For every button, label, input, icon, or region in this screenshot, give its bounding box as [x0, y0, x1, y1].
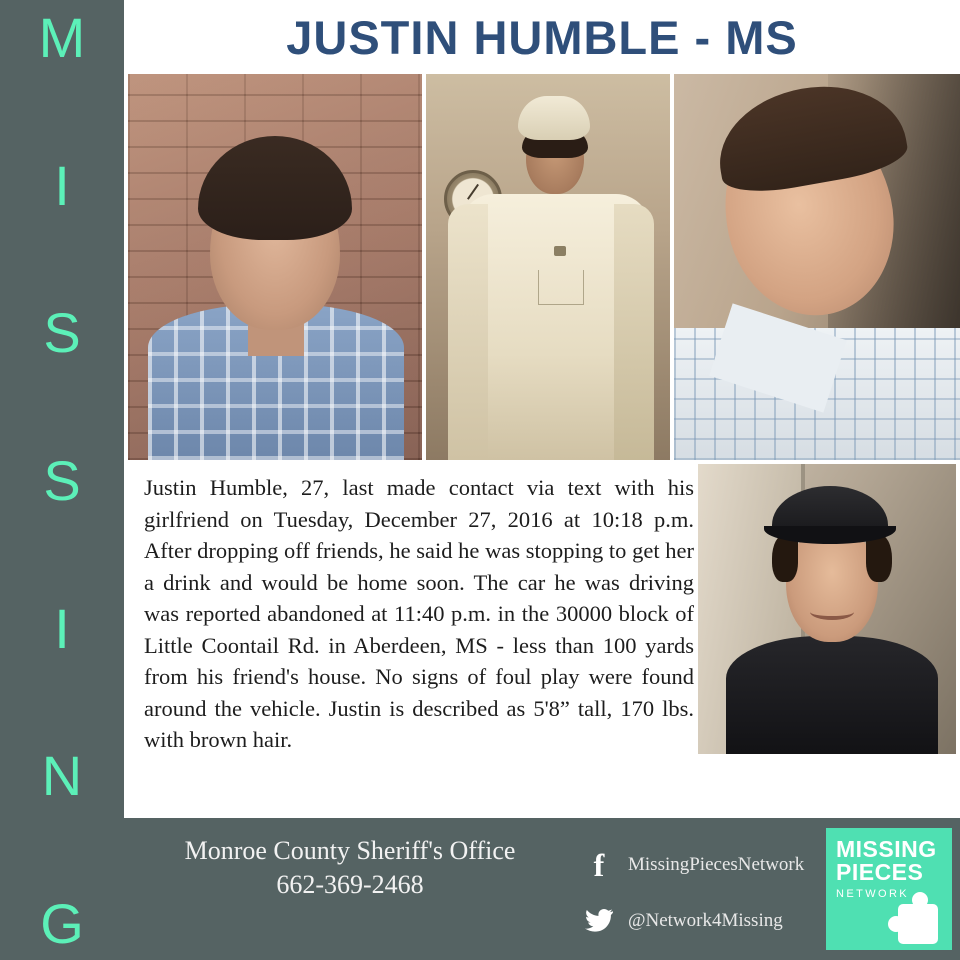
poster-footer — [124, 818, 960, 960]
agency-name: Monroe County Sheriff's Office — [184, 836, 516, 865]
missing-letter-i-2: I — [54, 596, 70, 660]
shirt-pocket — [538, 270, 584, 305]
puzzle-piece-icon — [888, 890, 946, 948]
page-title: JUSTIN HUMBLE - MS — [286, 10, 798, 64]
agency-phone: 662-369-2468 — [276, 870, 424, 899]
left-sleeve — [448, 204, 488, 460]
twitter-link[interactable] — [582, 904, 804, 938]
logo-line-1: MISSING — [836, 836, 937, 862]
missing-letter-g: G — [40, 891, 84, 955]
poster-card — [124, 0, 960, 818]
facebook-handle: MissingPiecesNetwork — [628, 854, 805, 875]
facebook-icon: f — [593, 847, 605, 883]
missing-letter-m: M — [38, 6, 86, 69]
facebook-link[interactable] — [582, 848, 804, 882]
reporting-agency — [124, 836, 576, 900]
smile — [810, 604, 854, 620]
missing-letter-s-1: S — [43, 301, 81, 365]
twitter-handle: @Network4Missing — [628, 910, 783, 931]
shirt-logo — [554, 246, 566, 256]
photo-justin-beanie — [426, 74, 670, 460]
social-links — [582, 848, 804, 960]
missing-pieces-network-logo[interactable] — [826, 828, 952, 950]
photo-row-top — [128, 74, 960, 460]
vertical-missing-banner — [0, 0, 124, 960]
twitter-icon — [582, 904, 616, 938]
logo-line-3: NETWORK — [836, 887, 910, 900]
missing-letter-s-2: S — [43, 448, 81, 512]
missing-letter-n: N — [41, 744, 83, 808]
right-sleeve — [614, 204, 654, 460]
photo-justin-brick-wall — [128, 74, 422, 460]
photo-justin-reclining — [674, 74, 960, 460]
missing-letter-i-1: I — [54, 153, 70, 217]
hair-right — [866, 534, 892, 582]
beanie-hat — [518, 96, 590, 140]
logo-line-2: PIECES — [836, 859, 924, 886]
photo-justin-black-cap — [698, 464, 956, 754]
case-description: Justin Humble, 27, last made contact via text with his girlfriend on Tuesday, December 27, 2016 at 10:18 p.m. After dropping off friends, he said he was stopping to get her a drink and would be home soon. The car he was driving was reported abandoned at 11:40 p.m. in the 30000 block of Little Coontail Rd. in Aberdeen, MS - less than 100 yards from his friend's house. No signs of foul play were found around the vehicle. Justin is described as 5'8” tall, 170 lbs. with brown hair. — [144, 475, 694, 752]
black-shirt — [726, 636, 938, 754]
